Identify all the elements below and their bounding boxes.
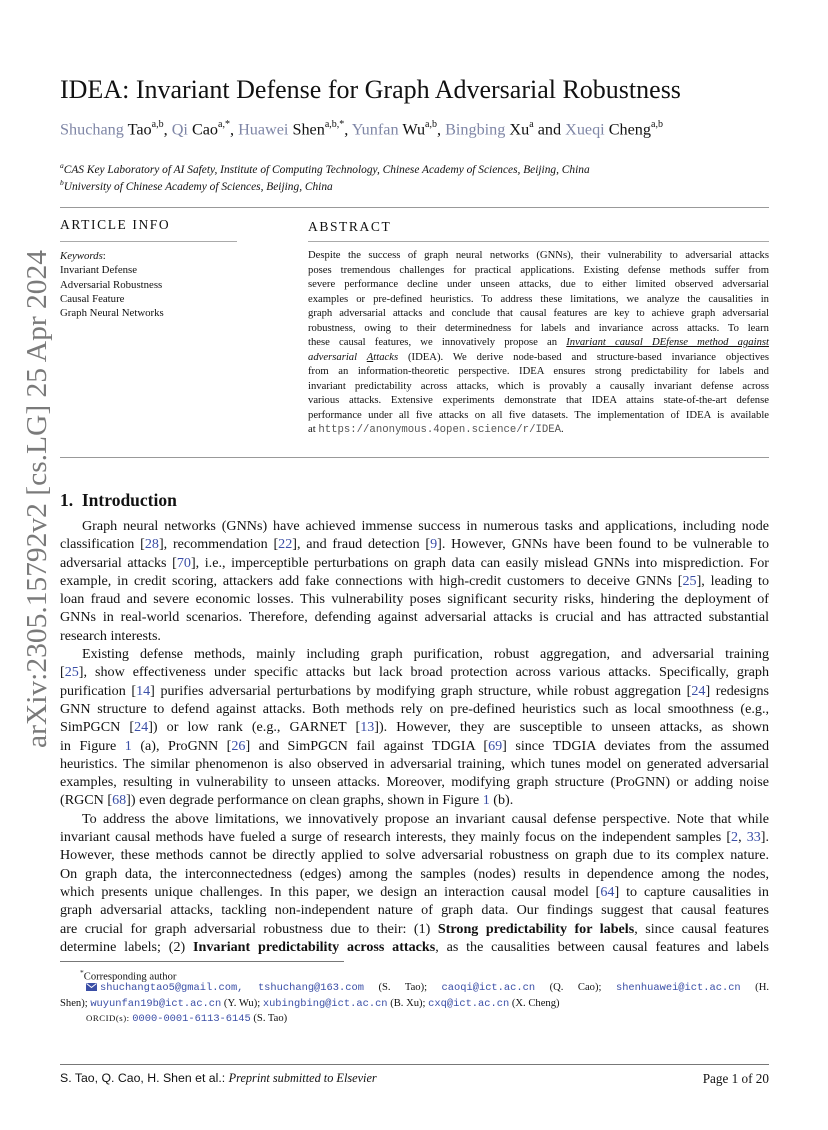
section-heading	[60, 490, 177, 511]
abstract-line: various attacks. Extensive experiments demonstrate that IDEA attains state-of-the-art defense	[308, 395, 769, 406]
author-separator: ,	[437, 120, 446, 139]
author-family-name: Tao	[127, 120, 152, 139]
author-affiliation-mark: a,b	[151, 119, 164, 130]
citation-link[interactable]: 22	[278, 536, 293, 553]
citation-link[interactable]: 1	[482, 792, 490, 809]
body-text-run: ], i.e., imperceptible perturbations on graph data can easily mislead GNNs into misprediction. For	[190, 554, 769, 571]
author-given-name[interactable]: Shuchang	[60, 120, 124, 139]
email-link[interactable]: shuchangtao5@gmail.com,	[100, 982, 244, 995]
body-text-run: ]. However, GNNs have been found to be vulnerable to	[437, 536, 770, 553]
body-text-run: ], show effectiveness under specific attacks but lack broad protection across various attacks. Specifically, graph	[78, 664, 769, 681]
body-line	[60, 791, 769, 809]
email-link[interactable]: shenhuawei@ict.ac.cn	[615, 982, 741, 995]
body-text-run: graph adversarial attacks, tackling non-independent nature of graph data. Our findings suggest that causal features	[60, 902, 769, 919]
body-line	[60, 718, 769, 736]
footer-left	[60, 1071, 377, 1086]
keyword-item: Adversarial Robustness	[60, 278, 163, 291]
author-given-name[interactable]: Yunfan	[351, 120, 399, 139]
citation-link[interactable]: 24	[134, 719, 149, 736]
keyword-item: Graph Neural Networks	[60, 307, 164, 320]
email-link[interactable]: cxq@ict.ac.cn	[428, 997, 510, 1010]
abstract-line: graph adversarial attacks and conclude that causal features are key to achieve graph adversarial	[308, 308, 769, 319]
article-info-heading: ARTICLE INFO	[60, 217, 171, 232]
citation-link[interactable]: 33	[746, 829, 761, 846]
abstract-line: robustness, owing to their determinedness for labels and invariance across attacks. To learn	[308, 322, 769, 334]
section-title: Introduction	[81, 490, 177, 510]
footer-rule	[60, 1064, 769, 1065]
body-line	[60, 755, 769, 773]
author-affiliation-mark: a,b,*	[324, 119, 345, 130]
author-family-name: Xu	[509, 120, 530, 139]
method-name-part: A	[366, 351, 374, 363]
section-number: 1.	[60, 490, 74, 510]
body-line	[60, 810, 769, 828]
arxiv-stamp-text: arXiv:2305.15792v2 [cs.LG] 25 Apr 2024	[21, 258, 53, 748]
body-text-run: Graph neural networks (GNNs) have achieved immense success in numerous tasks and applications, including node	[82, 518, 769, 534]
body-text-run: , as the causalities between causal features and labels	[435, 938, 769, 955]
method-name-part: ttacks	[373, 351, 399, 363]
body-text-run: example, in credit scoring, attackers add fake connections with high-credit customers to deceive GNNs [	[60, 572, 683, 589]
body-line	[60, 608, 769, 626]
body-text-run: [	[60, 664, 65, 681]
affiliation-a	[60, 161, 780, 176]
body-text-run: To address the above limitations, we innovatively propose an invariant causal defense perspective. Note that while	[82, 810, 769, 827]
email-link[interactable]: xubingbing@ict.ac.cn	[262, 997, 388, 1010]
author-given-name[interactable]: Qi	[171, 120, 188, 139]
orcid-label: ORCID(s):	[86, 1012, 130, 1023]
body-text-run: (B. Xu);	[387, 997, 429, 1009]
abstract-line	[308, 351, 769, 366]
abstract-heading: ABSTRACT	[308, 219, 392, 234]
body-text-run	[243, 982, 258, 993]
orcid-owner: (S. Tao)	[250, 1012, 288, 1024]
author-family-name: Cao	[191, 120, 219, 139]
body-text-run: (b).	[489, 792, 514, 809]
abstract-line	[308, 423, 769, 438]
body-line	[60, 938, 769, 956]
corresponding-note	[60, 965, 769, 983]
body-line	[60, 682, 769, 700]
body-text-run: ] purifies adversarial perturbations by modifying graph structure, while robust aggregation [	[150, 682, 692, 699]
affiliation-text: University of Chinese Academy of Sciences, Beijing, China	[63, 180, 333, 193]
page-number: Page 1 of 20	[702, 1071, 769, 1086]
body-text-run: ]). However, they are susceptible to unseen attacks, as shown	[374, 719, 770, 736]
body-text-run: (Q. Cao);	[535, 982, 616, 994]
body-text-run: which presents unique challenges. In this paper, we design an interaction causal model [	[60, 883, 601, 900]
author-family-name: Wu	[402, 120, 426, 139]
body-text-run: (Y. Wu);	[221, 997, 263, 1009]
abstract-bottom-rule	[60, 457, 769, 458]
body-line	[60, 773, 769, 791]
article-info-rule	[60, 241, 237, 242]
keywords-label: Keywords	[60, 250, 103, 262]
body-text-run: (RGCN [	[60, 792, 113, 809]
author-affiliation-mark: a,b	[651, 119, 663, 130]
orcid-link[interactable]: 0000-0001-6113-6145	[132, 1012, 251, 1025]
paper-title: IDEA: Invariant Defense for Graph Adversarial Robustness	[60, 75, 681, 104]
body-text-run: , since causal features	[634, 920, 769, 937]
bold-phrase: Invariant predictability across attacks	[193, 938, 436, 955]
body-text-run: ], recommendation [	[158, 536, 279, 553]
author-affiliation-mark: a	[529, 119, 534, 130]
body-line	[60, 645, 769, 663]
author-family-name: Shen	[292, 120, 325, 139]
abstract-line: invariant predictability across attacks, which is provably a causally invariant defense across	[308, 380, 769, 392]
citation-link[interactable]: 26	[231, 737, 246, 754]
abstract-line: performance under all five attacks on all five datasets. The implementation of IDEA is available	[308, 409, 769, 421]
body-text-run: classification [	[60, 536, 145, 553]
body-text-run: GNN structure to defend against attacks. Both methods rely on pre-defined heuristics such as local smoothness (e.g.,	[60, 700, 769, 717]
body-text-run: are crucial for graph adversarial robustness due to their: (1)	[60, 920, 438, 937]
arxiv-stamp	[21, 248, 53, 748]
abstract-text: at	[308, 424, 319, 435]
citation-link[interactable]: 69	[488, 737, 503, 754]
body-line	[60, 865, 769, 883]
envelope-icon	[86, 981, 97, 989]
author-given-name[interactable]: Huawei	[238, 120, 289, 139]
body-text-run: adversarial attacks [	[60, 554, 177, 571]
corresponding-mark: *	[80, 968, 84, 977]
body-text	[60, 517, 769, 956]
citation-link[interactable]: 24	[691, 682, 706, 699]
body-text-run: ,	[738, 829, 747, 846]
body-text-run: ] redesigns	[705, 682, 770, 699]
email-link[interactable]: tshuchang@163.com	[257, 982, 364, 995]
citation-link[interactable]: 25	[64, 664, 79, 681]
affiliation-mark: b	[60, 178, 64, 187]
citation-link[interactable]: 1	[124, 737, 132, 754]
body-line	[60, 627, 769, 645]
author-separator: ,	[163, 120, 172, 139]
footer-venue: Preprint submitted to Elsevier	[228, 1071, 377, 1085]
method-name-part: DE	[651, 337, 667, 348]
body-line	[60, 700, 769, 718]
body-text-run: heuristics. The similar phenomenon is also observed in adversarial training, which tunes model on generated adversarial	[60, 755, 769, 772]
body-line	[60, 554, 769, 572]
author-list	[60, 120, 780, 139]
abstract-body	[308, 249, 769, 438]
email-link[interactable]: caoqi@ict.ac.cn	[441, 982, 536, 995]
citation-link[interactable]: 64	[600, 883, 615, 900]
header-rule	[60, 207, 769, 208]
keywords-block: Keywords: Invariant Defense Adversarial Robustness Causal Feature Graph Neural Networks	[60, 249, 240, 320]
abstract-line: Despite the success of graph neural networks (GNNs), their vulnerability to adversarial attacks	[308, 250, 769, 261]
body-text-run: However, these methods cannot be directly applied to solve adversarial robustness on graph due to its complex nature.	[60, 847, 769, 864]
body-text-run: (a), ProGNN [	[131, 737, 232, 754]
body-line	[60, 828, 769, 846]
body-text-run: ], leading to	[696, 572, 769, 589]
abstract-text: (IDEA). We derive node-based and structure-based invariance objectives	[398, 351, 770, 363]
abstract-text: these causal features, we innovatively propose an	[308, 337, 567, 348]
body-line	[60, 572, 769, 590]
author-given-name[interactable]: Xueqi	[565, 120, 605, 139]
body-line	[60, 920, 769, 938]
body-text-run: ]) even degrade performance on clean graphs, shown in Figure	[126, 792, 483, 809]
body-text-run: research interests.	[60, 627, 161, 644]
citation-link[interactable]: 28	[144, 536, 159, 553]
keyword-item: Invariant Defense	[60, 264, 138, 277]
corresponding-text: Corresponding author	[83, 971, 177, 983]
body-line	[60, 535, 769, 553]
body-text-run: (X. Cheng)	[509, 997, 560, 1009]
body-text-run: loan fraud and severe economic losses. This vulnerability poses significant security risks, hindering the deployment of	[60, 591, 769, 608]
code-url-link[interactable]: https://anonymous.4open.science/r/IDEA	[318, 424, 561, 436]
author-given-name[interactable]: Bingbing	[445, 120, 506, 139]
keyword-item: Causal Feature	[60, 292, 125, 305]
body-text-run: SimPGCN [	[60, 719, 135, 736]
body-text-run: ] since TDGIA deviates from the assumed	[502, 737, 769, 754]
citation-link[interactable]: 68	[112, 792, 127, 809]
author-separator: and	[533, 120, 566, 139]
citation-link[interactable]: 14	[136, 682, 151, 699]
method-name-part: fense method against	[666, 337, 770, 348]
body-text-run: On graph data, the interconnectedness (edges) among the samples (nodes) results in dependence among the nodes,	[60, 865, 769, 882]
body-line	[60, 901, 769, 919]
method-name-part: Invariant causal	[566, 337, 652, 348]
abstract-text: .	[561, 424, 564, 435]
citation-link[interactable]: 13	[360, 719, 375, 736]
body-text-run: Existing defense methods, mainly including graph purification, robust aggregation, and adversarial training	[82, 646, 769, 663]
footnotes	[60, 965, 769, 1026]
method-name-part: adversarial	[308, 351, 367, 363]
body-line	[60, 663, 769, 681]
body-text-run: Shen);	[60, 997, 91, 1009]
affiliation-mark: a	[60, 161, 64, 170]
citation-link[interactable]: 25	[682, 572, 697, 589]
footnote-rule	[60, 961, 344, 962]
body-text-run: ] to capture causalities in	[614, 883, 769, 900]
body-text-run: ], and fraud detection [	[292, 536, 431, 553]
body-line	[60, 517, 769, 535]
body-text-run: (S. Tao);	[363, 982, 442, 994]
affiliation-b	[60, 178, 780, 193]
body-text-run: determine labels; (2)	[60, 938, 194, 955]
author-family-name: Cheng	[608, 120, 651, 139]
abstract-line	[308, 336, 769, 351]
body-text-run: ] and SimPGCN fail against TDGIA [	[245, 737, 489, 754]
affiliation-text: CAS Key Laboratory of AI Safety, Institute of Computing Technology, Chinese Academy of Sciences, Beijing, China	[63, 163, 590, 176]
author-separator: ,	[344, 120, 352, 139]
citation-link[interactable]: 2	[731, 829, 739, 846]
abstract-line: poses tremendous challenges for practical applications. Existing defense methods suffer from	[308, 264, 769, 276]
body-line	[60, 846, 769, 864]
bold-phrase: Strong predictability for labels	[437, 920, 635, 937]
author-affiliation-mark: a,*	[218, 119, 230, 130]
body-text-run: ].	[760, 829, 770, 846]
abstract-line: severe performance decline under unseen attacks, due to either limited observed adversarial	[308, 279, 769, 290]
abstract-line: examples or pre-defined heuristics. To address these limitations, we analyze the causalities in	[308, 293, 769, 305]
body-text-run: (H.	[740, 982, 770, 994]
body-text-run: invariant causal methods have fueled a surge of research interests, they mainly focus on the independent samples [	[60, 829, 732, 846]
citation-link[interactable]: 9	[430, 536, 438, 553]
method-name	[566, 337, 769, 348]
body-line	[60, 737, 769, 755]
body-text-run: ]) or low rank (e.g., GARNET [	[148, 719, 361, 736]
body-text-run: in Figure	[60, 737, 125, 754]
orcid-line	[60, 1011, 769, 1026]
author-affiliation-mark: a,b	[425, 119, 437, 130]
citation-link[interactable]: 70	[176, 554, 191, 571]
email-line	[60, 996, 769, 1011]
email-link[interactable]: wuyunfan19b@ict.ac.cn	[90, 997, 222, 1010]
body-line	[60, 590, 769, 608]
body-text-run: purification [	[60, 682, 137, 699]
body-text-run: examples, resulting in vulnerability to unseen attacks. Moreover, modifying graph structure (ProGNN) or adding noise	[60, 774, 769, 791]
email-line	[60, 980, 769, 995]
abstract-rule	[308, 241, 769, 242]
footer-authors: S. Tao, Q. Cao, H. Shen et al.:	[60, 1071, 229, 1085]
abstract-line: from an information-theoretic perspective. IDEA ensures strong predictability for labels and	[308, 366, 769, 377]
author-separator: ,	[229, 120, 239, 139]
body-text-run: GNNs in real-world scenarios. Therefore, defending against adversarial attacks is crucial and has attracted substantial	[60, 609, 769, 626]
body-line	[60, 883, 769, 901]
